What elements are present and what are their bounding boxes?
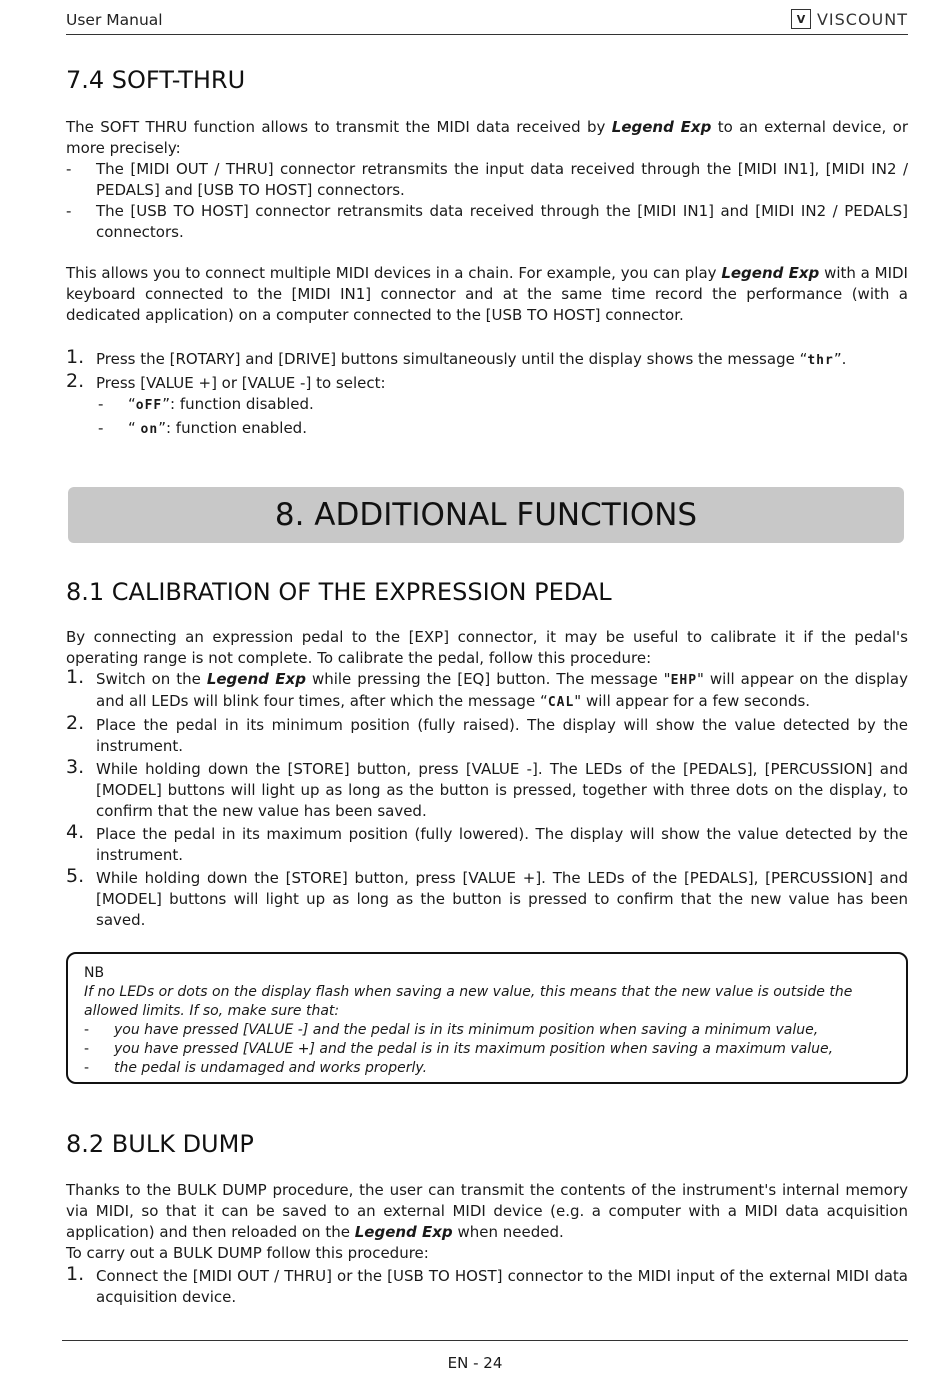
step-text-end: ”. — [833, 350, 847, 368]
calibration-steps — [66, 666, 908, 933]
step-text: while pressing the [EQ] button. The message " — [305, 670, 671, 688]
product-name: Legend Exp — [721, 264, 820, 282]
intro-text-end: when needed. — [452, 1223, 564, 1241]
step-text: " will appear on the display and all LEDs will blink four times, after which the message “ — [96, 670, 908, 710]
step-item — [66, 821, 908, 866]
chapter-banner: 8. ADDITIONAL FUNCTIONS — [68, 487, 904, 543]
soft-thru-steps — [66, 346, 908, 442]
note-box — [66, 952, 908, 1084]
intro-text: Thanks to the BULK DUMP procedure, the user can transmit the contents of the instrument's internal memory via MIDI, so that it can be saved to an external MIDI device (e.g. a computer with a MIDI data acquisition application) and then reloaded on the — [66, 1181, 908, 1241]
para-text-end: with a MIDI keyboard connected to the [MIDI IN1] connector and at the same time record the performance (with a dedicated application) on a computer connected to the [USB TO HOST] connector. — [66, 264, 908, 324]
step-number: 4. — [66, 821, 85, 843]
step-number: 3. — [66, 756, 85, 778]
step-text: While holding down the [STORE] button, press [VALUE -]. The LEDs of the [PEDALS], [PERCUSSION] and [MODEL] buttons will light up as long as the button is pressed, together with three dots on the display, to confirm that the new value has been saved. — [96, 760, 908, 820]
lcd-message: EHP — [670, 673, 698, 688]
soft-thru-intro — [66, 117, 908, 159]
step-text: While holding down the [STORE] button, press [VALUE +]. The LEDs of the [PEDALS], [PERCUSSION] and [MODEL] buttons will light up as long as the button is pressed to confirm that the new value has been saved. — [96, 869, 908, 929]
step-text: Place the pedal in its minimum position (fully raised). The display will show the value detected by the instrument. — [96, 716, 908, 755]
step-number: 1. — [66, 1263, 85, 1285]
page-number: EN - 24 — [447, 1354, 503, 1372]
lcd-message: oFF — [135, 398, 163, 413]
header-divider — [66, 34, 908, 35]
header-title: User Manual — [66, 11, 163, 29]
lcd-message: on — [140, 422, 159, 437]
lcd-message: thr — [807, 353, 834, 368]
step-number: 2. — [66, 370, 85, 392]
bulk-dump-steps — [66, 1263, 908, 1310]
product-name: Legend Exp — [354, 1223, 453, 1241]
note-item: - you have pressed [VALUE +] and the pedal is in its maximum position when saving a maximum value, — [84, 1040, 890, 1059]
note-item: - you have pressed [VALUE -] and the pedal is in its minimum position when saving a minimum value, — [84, 1021, 890, 1040]
step-text: Press [VALUE +] or [VALUE -] to select: — [96, 374, 386, 392]
step-text: Press the [ROTARY] and [DRIVE] buttons simultaneously until the display shows the message “ — [96, 350, 808, 368]
step-number: 1. — [66, 346, 85, 368]
step-item — [66, 346, 908, 371]
section-heading-8-2: 8.2 BULK DUMP — [66, 1130, 254, 1158]
bulk-dump-intro — [66, 1180, 908, 1264]
bullet-item: - The [USB TO HOST] connector retransmits data received through the [MIDI IN1] and [MIDI IN2 / PEDALS] connectors. — [66, 201, 908, 243]
step-text: Switch on the — [96, 670, 207, 688]
step-number: 2. — [66, 712, 85, 734]
lcd-message: CAL — [547, 695, 575, 710]
para-text: This allows you to connect multiple MIDI devices in a chain. For example, you can play — [66, 264, 722, 282]
quote: “ — [128, 395, 136, 413]
footer-divider — [62, 1340, 908, 1341]
intro-text: The SOFT THRU function allows to transmit the MIDI data received by — [66, 118, 612, 136]
option-item — [96, 418, 908, 440]
option-text: ”: function disabled. — [162, 395, 314, 413]
bullet-item: - The [MIDI OUT / THRU] connector retransmits the input data received through the [MIDI IN1], [MIDI IN2 / PEDALS] and [USB TO HOST] connectors. — [66, 159, 908, 201]
product-name: Legend Exp — [206, 670, 306, 688]
option-item — [96, 394, 908, 416]
viscount-logo-icon: V — [791, 9, 811, 29]
step-item — [66, 666, 908, 713]
step-number: 5. — [66, 865, 85, 887]
section-heading-8-1: 8.1 CALIBRATION OF THE EXPRESSION PEDAL — [66, 578, 612, 606]
step-text: " will appear for a few seconds. — [574, 692, 811, 710]
option-text: ”: function enabled. — [158, 419, 307, 437]
note-title: NB — [84, 965, 105, 981]
quote: “ — [128, 419, 141, 437]
intro-text-end: to an external device, or more precisely: — [66, 118, 909, 157]
option-list — [96, 394, 908, 440]
note-text: If no LEDs or dots on the display flash when saving a new value, this means that the new value is outside the allowed limits. If so, make sure that: — [84, 984, 853, 1019]
step-item — [66, 370, 908, 440]
step-text: Place the pedal in its maximum position (fully lowered). The display will show the value detected by the instrument. — [96, 825, 908, 864]
step-number: 1. — [66, 666, 85, 688]
step-item — [66, 865, 908, 931]
step-text: Connect the [MIDI OUT / THRU] or the [USB TO HOST] connector to the MIDI input of the external MIDI data acquisition device. — [96, 1267, 908, 1306]
note-item: - the pedal is undamaged and works properly. — [84, 1059, 890, 1078]
soft-thru-bullets — [66, 159, 908, 243]
step-item — [66, 1263, 908, 1308]
intro-text-2: To carry out a BULK DUMP follow this procedure: — [66, 1244, 429, 1262]
soft-thru-paragraph — [66, 263, 908, 326]
section-heading-7-4: 7.4 SOFT-THRU — [66, 66, 246, 94]
calibration-intro: By connecting an expression pedal to the [EXP] connector, it may be useful to calibrate it if the pedal's operating range is not complete. To calibrate the pedal, follow this procedure: — [66, 628, 908, 667]
brand-name: VISCOUNT — [816, 9, 908, 29]
step-item — [66, 756, 908, 822]
step-item — [66, 712, 908, 757]
note-list — [84, 1021, 890, 1078]
product-name: Legend Exp — [611, 118, 712, 136]
brand-logo — [791, 9, 908, 29]
